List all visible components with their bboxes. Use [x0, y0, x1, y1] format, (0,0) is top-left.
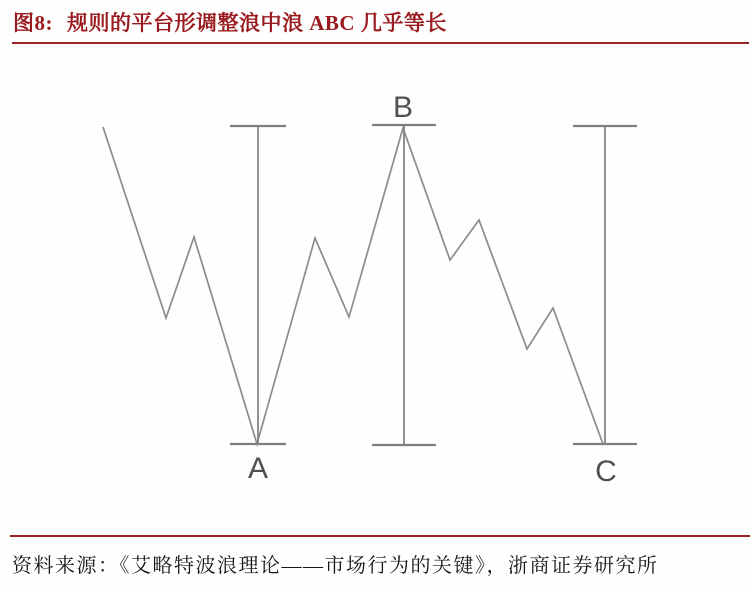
point-label-C: C	[595, 455, 617, 488]
figure-title: 规则的平台形调整浪中浪 ABC 几乎等长	[67, 11, 447, 35]
source-note: 资料来源：《艾略特波浪理论——市场行为的关键》，浙商证券研究所	[12, 555, 659, 577]
footer-divider-line	[10, 535, 750, 537]
point-label-B: B	[392, 91, 414, 124]
figure-number-label: 图8:	[13, 11, 53, 35]
measure-B	[372, 125, 436, 445]
point-label-A: A	[247, 452, 269, 485]
wave-path	[103, 127, 603, 444]
measure-A	[230, 126, 286, 444]
measure-C	[573, 126, 637, 444]
